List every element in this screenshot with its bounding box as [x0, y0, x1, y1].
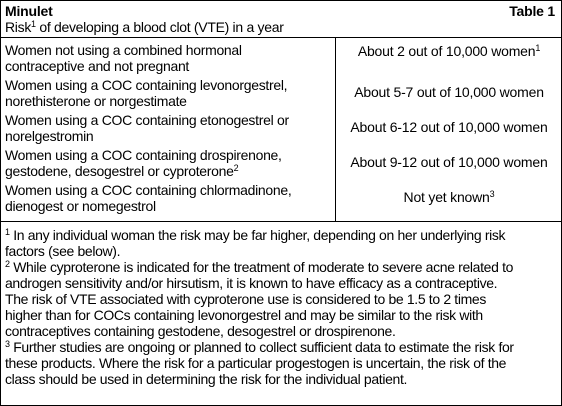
row-description-line: Women not using a combined hormonal — [5, 42, 242, 58]
row-description — [5, 182, 331, 214]
footnote-line: androgen sensitivity and/or hirsutism, it is known to have efficacy as a contraceptive. — [5, 275, 498, 291]
row-description — [5, 147, 331, 179]
row-description-line: Women using a COC containing levonorgestrel, — [5, 77, 288, 93]
subtitle-text-start: Risk — [5, 19, 32, 35]
row-description-line: norethisterone or norgestimate — [5, 93, 187, 109]
footnote-line: class should be used in determining the risk for the individual patient. — [5, 371, 408, 387]
footnote-line: The risk of VTE associated with cyproterone use is considered to be 1.5 to 2 times — [5, 291, 486, 307]
subtitle-footnote-marker: 1 — [31, 19, 36, 30]
row-description — [5, 42, 331, 74]
row-risk — [337, 154, 561, 170]
row-description-line: Women using a COC containing etonogestrel or — [5, 112, 289, 128]
footnote-marker: 1 — [5, 227, 10, 238]
table-header — [5, 3, 557, 39]
footnote-line: factors (see below). — [5, 243, 121, 259]
table-row — [1, 40, 561, 75]
row-risk — [337, 43, 561, 59]
row-description — [5, 77, 331, 109]
subtitle-text-end: of developing a blood clot (VTE) in a year — [35, 19, 284, 35]
table-footer-divider — [1, 221, 561, 222]
table-row — [1, 180, 561, 215]
footnote-3 — [5, 339, 557, 387]
row-description-line: dienogest or nomegestrol — [5, 198, 156, 214]
footnote-line: While cyproterone is indicated for the treatment of moderate to severe acne related to — [9, 259, 514, 275]
row-risk-text: Not yet known — [403, 189, 490, 205]
row-description-line: contraceptive and not pregnant — [5, 58, 190, 74]
row-risk — [337, 119, 561, 135]
row-risk-text: About 9-12 out of 10,000 women — [350, 154, 548, 170]
row-description-marker: 2 — [233, 163, 239, 174]
footnote-marker: 2 — [5, 259, 10, 270]
footnote-line: these products. Where the risk for a particular progestogen is uncertain, the risk of the — [5, 355, 507, 371]
header-divider — [1, 37, 561, 38]
row-description-line: norelgestromin — [5, 128, 94, 144]
footnote-2 — [5, 259, 557, 339]
footnote-marker: 3 — [5, 339, 10, 350]
row-risk-text: About 2 out of 10,000 women — [357, 43, 536, 59]
row-risk-text: About 6-12 out of 10,000 women — [350, 119, 548, 135]
table-title: Minulet — [5, 3, 53, 19]
footnote-line: contraceptives containing gestodene, desogestrel or drospirenone. — [5, 323, 396, 339]
row-risk-marker: 1 — [535, 43, 541, 54]
table-row — [1, 75, 561, 110]
footnotes — [5, 227, 557, 387]
row-risk-marker: 3 — [489, 189, 495, 200]
footnote-1 — [5, 227, 557, 259]
row-description-line: gestodene, desogestrel or cyproterone — [5, 163, 234, 179]
footnote-line: higher than for COCs containing levonorgestrel and may be similar to the risk with — [5, 307, 483, 323]
footnote-line: Further studies are ongoing or planned to collect sufficient data to estimate the risk for — [9, 339, 514, 355]
table-row — [1, 110, 561, 145]
row-description-line: Women using a COC containing chlormadinone, — [5, 182, 292, 198]
table-subtitle — [5, 19, 284, 35]
footnote-line: In any individual woman the risk may be far higher, depending on her underlying risk — [9, 227, 506, 243]
row-risk — [337, 189, 561, 205]
row-risk — [337, 84, 561, 100]
row-description-line: Women using a COC containing drospirenone, — [5, 147, 282, 163]
row-description — [5, 112, 331, 144]
row-risk-text: About 5-7 out of 10,000 women — [354, 84, 544, 100]
table-row — [1, 145, 561, 180]
table-label: Table 1 — [509, 3, 555, 19]
